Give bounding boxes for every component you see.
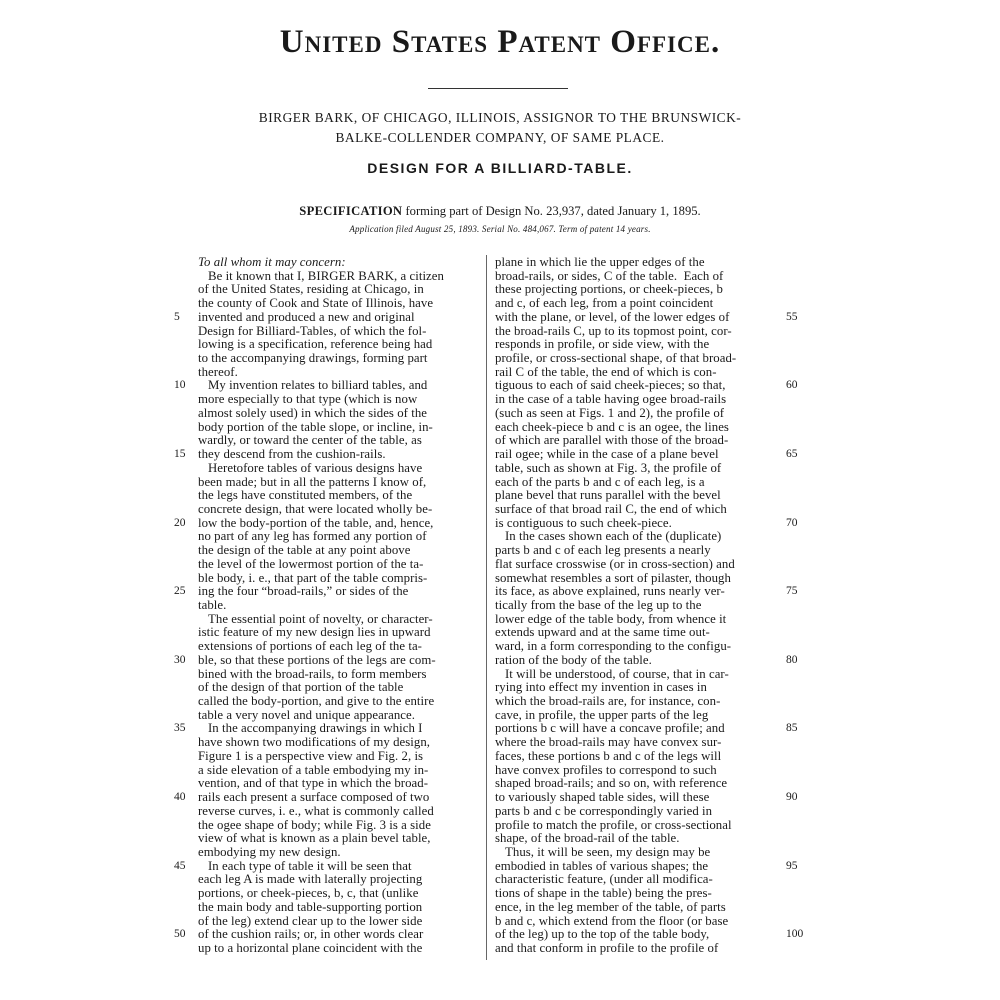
left-line: reverse curves, i. e., what is commonly called bbox=[198, 803, 434, 818]
left-line: low the body-portion of the table, and, hence, bbox=[198, 515, 434, 530]
left-line: vention, and of that type in which the broad- bbox=[198, 776, 429, 791]
right-line: flat surface crosswise (or in cross-section) and bbox=[495, 556, 735, 571]
specification-text: forming part of Design No. 23,937, dated January 1, 1895. bbox=[402, 204, 701, 218]
right-line: which the broad-rails are, for instance, con- bbox=[495, 694, 721, 709]
left-line: of the leg) extend clear up to the lower side bbox=[198, 913, 423, 928]
right-line: (such as seen at Figs. 1 and 2), the profile of bbox=[495, 405, 725, 420]
right-line: responds in profile, or side view, with the bbox=[495, 337, 710, 352]
left-line: invented and produced a new and original bbox=[198, 309, 415, 324]
right-line: and that conform in profile to the profile of bbox=[495, 941, 719, 955]
right-line: extends upward and at the same time out- bbox=[495, 625, 710, 640]
left-line: no part of any leg has formed any portion of bbox=[198, 529, 427, 544]
line-number: 90 bbox=[786, 791, 798, 804]
left-line: of the design of that portion of the table bbox=[198, 680, 404, 695]
line-number: 30 bbox=[174, 653, 186, 666]
left-line: the design of the table at any point above bbox=[198, 543, 411, 558]
specification-label: SPECIFICATION bbox=[299, 204, 403, 218]
line-number: 55 bbox=[786, 310, 798, 323]
right-line: each cheek-piece b and c is an ogee, the lines bbox=[495, 419, 729, 434]
left-line: called the body-portion, and give to the entire bbox=[198, 694, 435, 709]
line-number: 20 bbox=[174, 516, 186, 529]
left-line: rails each present a surface composed of two bbox=[198, 790, 430, 805]
right-line: In the cases shown each of the (duplicate) bbox=[505, 529, 722, 544]
left-line: concrete design, that were located wholly be- bbox=[198, 501, 433, 516]
right-line: embodied in tables of various shapes; the bbox=[495, 858, 709, 873]
left-line: they descend from the cushion-rails. bbox=[198, 447, 386, 462]
line-number: 45 bbox=[174, 859, 186, 872]
specification-line bbox=[0, 204, 1000, 219]
left-line: of the cushion rails; or, in other words clear bbox=[198, 927, 424, 942]
left-line: ble body, i. e., that part of the table compris- bbox=[198, 570, 428, 585]
right-line: broad-rails, or sides, C of the table. Each of bbox=[495, 268, 724, 283]
right-line: is contiguous to such cheek-piece. bbox=[495, 515, 672, 530]
left-line: more especially to that type (which is now bbox=[198, 392, 418, 407]
right-line: ration of the body of the table. bbox=[495, 652, 652, 667]
left-line: In the accompanying drawings in which I bbox=[208, 721, 423, 736]
right-line: b and c, which extend from the floor (or base bbox=[495, 913, 729, 928]
right-line: to variously shaped table sides, will these bbox=[495, 790, 710, 805]
left-line: the level of the lowermost portion of the ta- bbox=[198, 556, 424, 571]
right-line: Thus, it will be seen, my design may be bbox=[505, 844, 711, 859]
line-number: 95 bbox=[786, 859, 798, 872]
line-number: 40 bbox=[174, 791, 186, 804]
right-line: It will be understood, of course, that in car- bbox=[505, 666, 729, 681]
left-line: To all whom it may concern: bbox=[198, 255, 346, 269]
line-number: 100 bbox=[786, 928, 804, 941]
column-divider bbox=[486, 255, 487, 960]
line-number: 10 bbox=[174, 379, 186, 392]
right-line: ward, in a form corresponding to the configu- bbox=[495, 639, 732, 654]
left-line: Heretofore tables of various designs have bbox=[208, 460, 423, 475]
right-line: with the plane, or level, of the lower edges of bbox=[495, 309, 730, 324]
right-line: of which are parallel with those of the broad- bbox=[495, 433, 729, 448]
left-line: ble, so that these portions of the legs are com- bbox=[198, 652, 436, 667]
left-line: the main body and table-supporting portion bbox=[198, 899, 423, 914]
left-line: portions, or cheek-pieces, b, c, that (unlike bbox=[198, 886, 419, 901]
left-line: up to a horizontal plane coincident with the bbox=[198, 941, 423, 955]
left-line: bined with the broad-rails, to form members bbox=[198, 666, 427, 681]
right-line: shaped broad-rails; and so on, with reference bbox=[495, 776, 728, 791]
right-line: somewhat resembles a sort of pilaster, though bbox=[495, 570, 731, 585]
line-number: 50 bbox=[174, 928, 186, 941]
left-line: The essential point of novelty, or character- bbox=[208, 611, 433, 626]
right-line: its face, as above explained, runs nearly ver- bbox=[495, 584, 725, 599]
line-number: 65 bbox=[786, 448, 798, 461]
right-line: rail C of the table, the end of which is con- bbox=[495, 364, 717, 379]
left-line: a side elevation of a table embodying my in- bbox=[198, 762, 429, 777]
left-line: body portion of the table slope, or incline, in- bbox=[198, 419, 433, 434]
right-line: cave, in profile, the upper parts of the leg bbox=[495, 707, 709, 722]
right-line: have convex profiles to correspond to such bbox=[495, 762, 717, 777]
right-line: ence, in the leg member of the table, of parts bbox=[495, 899, 726, 914]
line-number: 80 bbox=[786, 653, 798, 666]
left-line: table a very novel and unique appearance. bbox=[198, 707, 416, 722]
line-number: 70 bbox=[786, 516, 798, 529]
left-line: lowing is a specification, reference being had bbox=[198, 337, 433, 352]
inventor-line: BIRGER BARK, OF CHICAGO, ILLINOIS, ASSIGNOR TO THE BRUNSWICK- bbox=[258, 110, 742, 125]
left-line: the ogee shape of body; while Fig. 3 is a side bbox=[198, 817, 431, 832]
right-line: these projecting portions, or cheek-pieces, b bbox=[495, 282, 723, 297]
line-number: 85 bbox=[786, 722, 798, 735]
right-line: tiguous to each of said cheek-pieces; so that, bbox=[495, 378, 726, 393]
right-line: and c, of each leg, from a point coincident bbox=[495, 296, 714, 311]
left-line: embodying my new design. bbox=[198, 844, 341, 859]
left-line: have shown two modifications of my design, bbox=[198, 735, 431, 750]
office-heading: United States Patent Office. bbox=[279, 24, 721, 60]
left-line: the county of Cook and State of Illinois, have bbox=[198, 296, 434, 311]
application-line: Application filed August 25, 1893. Serial No. 484,067. Term of patent 14 years. bbox=[349, 224, 651, 234]
right-line: tions of shape in the table) being the pres- bbox=[495, 886, 712, 901]
left-line: view of what is known as a plain bevel table, bbox=[198, 831, 431, 846]
line-number: 60 bbox=[786, 379, 798, 392]
left-line: almost solely used) in which the sides of the bbox=[198, 405, 428, 420]
left-line: In each type of table it will be seen that bbox=[208, 858, 412, 873]
inventor-line: BALKE-COLLENDER COMPANY, OF SAME PLACE. bbox=[335, 130, 665, 145]
right-line: portions b c will have a concave profile; and bbox=[495, 721, 725, 736]
heading-rule bbox=[428, 88, 568, 89]
line-number: 15 bbox=[174, 448, 186, 461]
right-line: faces, these portions b and c of the legs will bbox=[495, 748, 722, 763]
left-line: Figure 1 is a perspective view and Fig. 2, is bbox=[198, 748, 424, 763]
line-number: 25 bbox=[174, 585, 186, 598]
left-line: to the accompanying drawings, forming part bbox=[198, 351, 428, 366]
left-line: Be it known that I, BIRGER BARK, a citizen bbox=[208, 268, 444, 283]
left-line: Design for Billiard-Tables, of which the fol- bbox=[198, 323, 427, 338]
left-line: of the United States, residing at Chicago, in bbox=[198, 282, 424, 297]
right-line: parts b and c be correspondingly varied in bbox=[495, 803, 713, 818]
right-line: the broad-rails C, up to its topmost point, cor- bbox=[495, 323, 732, 338]
right-line: where the broad-rails may have convex sur- bbox=[495, 735, 722, 750]
left-line: each leg A is made with laterally projecting bbox=[198, 872, 423, 887]
right-line: table, such as shown at Fig. 3, the profile of bbox=[495, 460, 722, 475]
line-number: 35 bbox=[174, 722, 186, 735]
right-line: tically from the base of the leg up to the bbox=[495, 598, 702, 612]
right-line: shape, of the broad-rail of the table. bbox=[495, 831, 680, 846]
left-line: My invention relates to billiard tables, and bbox=[208, 378, 428, 393]
left-line: been made; but in all the patterns I know of, bbox=[198, 474, 427, 489]
inventor-block bbox=[0, 108, 1000, 148]
left-line: istic feature of my new design lies in upward bbox=[198, 625, 431, 640]
left-line: table. bbox=[198, 598, 227, 612]
right-line: parts b and c of each leg presents a nearly bbox=[495, 543, 711, 558]
left-line: wardly, or toward the center of the table, as bbox=[198, 433, 422, 448]
right-line: surface of that broad rail C, the end of which bbox=[495, 501, 727, 516]
left-line: ing the four “broad-rails,” or sides of the bbox=[198, 584, 409, 599]
right-line: in the case of a table having ogee broad-rails bbox=[495, 392, 727, 407]
left-line: thereof. bbox=[198, 364, 238, 379]
right-line: profile to match the profile, or cross-sectional bbox=[495, 817, 732, 832]
left-line: the legs have constituted members, of the bbox=[198, 488, 413, 503]
right-line: of the leg) up to the top of the table body, bbox=[495, 927, 710, 942]
right-line: plane in which lie the upper edges of the bbox=[495, 255, 705, 269]
right-line: each of the parts b and c of each leg, is a bbox=[495, 474, 705, 489]
design-title: DESIGN FOR A BILLIARD-TABLE. bbox=[367, 160, 633, 176]
right-line: characteristic feature, (under all modifica- bbox=[495, 872, 713, 887]
right-line: rail ogee; while in the case of a plane bevel bbox=[495, 447, 719, 462]
right-line: plane bevel that runs parallel with the bevel bbox=[495, 488, 721, 503]
left-line: extensions of portions of each leg of the ta- bbox=[198, 639, 422, 654]
line-number: 5 bbox=[174, 310, 180, 323]
line-number: 75 bbox=[786, 585, 798, 598]
right-line: lower edge of the table body, from whence it bbox=[495, 611, 727, 626]
right-line: rying into effect my invention in cases in bbox=[495, 680, 707, 695]
right-line: profile, or cross-sectional shape, of that broad- bbox=[495, 351, 737, 366]
